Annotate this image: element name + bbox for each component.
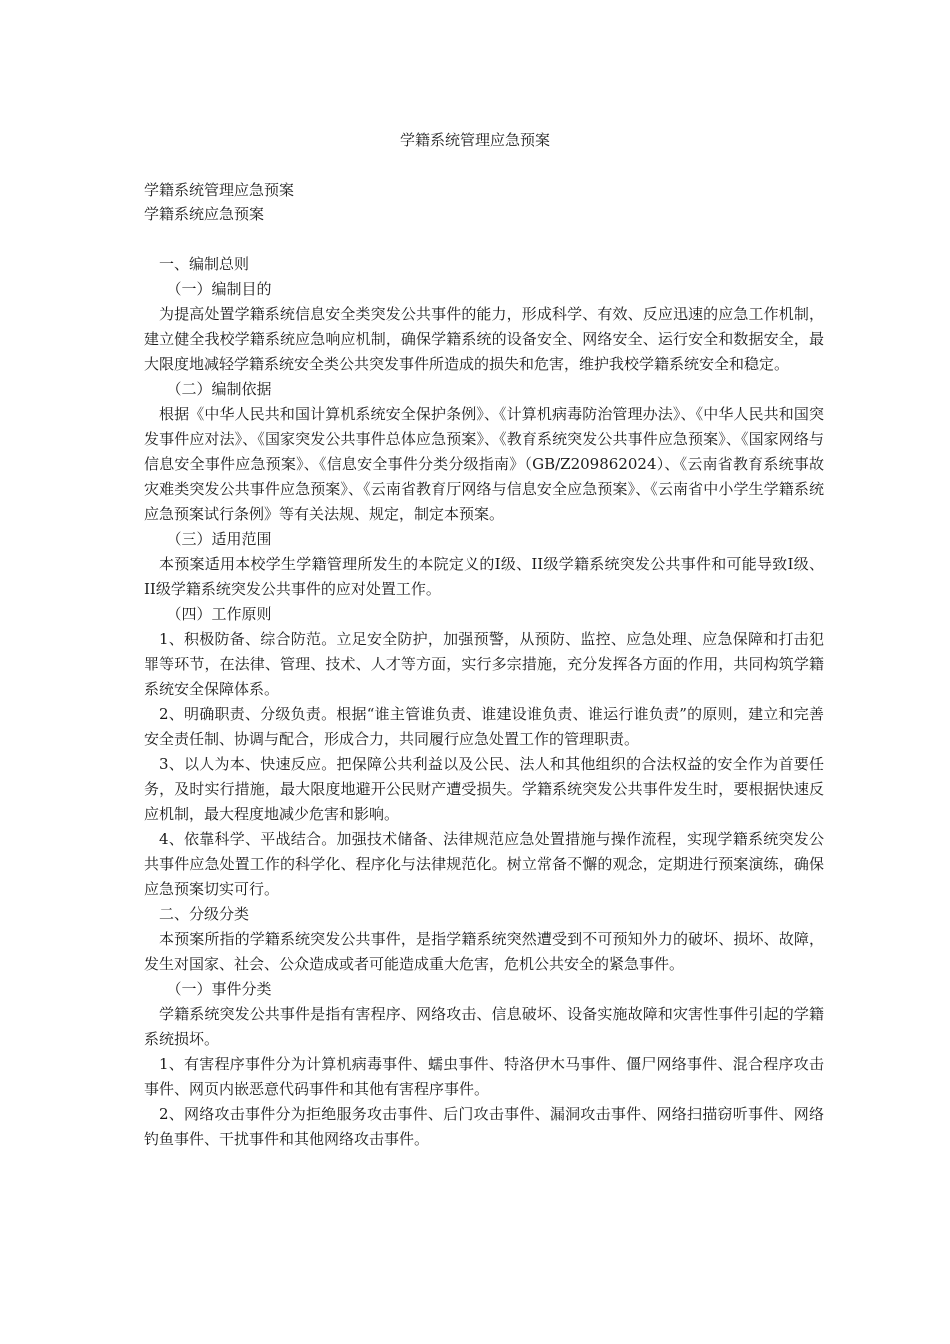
body-paragraph: 本预案所指的学籍系统突发公共事件，是指学籍系统突然遭受到不可预知外力的破坏、损坏、故障，发生对国家、社会、公众造成或者可能造成重大危害，危机公共安全的紧急事件。	[144, 930, 824, 973]
body-paragraph: 4、依靠科学、平战结合。加强技术储备、法律规范应急处置措施与操作流程，实现学籍系统突发公共事件应急处置工作的科学化、程序化与法律规范化。树立常备不懈的观念，定期进行预案演练，确保应急预案切实可行。	[144, 830, 824, 898]
body-paragraph: 2、网络攻击事件分为拒绝服务攻击事件、后门攻击事件、漏洞攻击事件、网络扫描窃听事件、网络钓鱼事件、干扰事件和其他网络攻击事件。	[144, 1105, 824, 1148]
body-paragraph: 本预案适用本校学生学籍管理所发生的本院定义的I级、II级学籍系统突发公共事件和可能导致I级、II级学籍系统突发公共事件的应对处置工作。	[144, 555, 824, 598]
document-body	[144, 252, 824, 1152]
section-heading: 一、编制总则	[159, 255, 250, 273]
body-paragraph: 为提高处置学籍系统信息安全类突发公共事件的能力，形成科学、有效、反应迅速的应急工作机制，建立健全我校学籍系统应急响应机制，确保学籍系统的设备安全、网络安全、运行安全和数据安全，最大限度地减轻学籍系统安全类公共突发事件所造成的损失和危害，维护我校学籍系统安全和稳定。	[144, 305, 824, 373]
subsection-heading: （三）适用范围	[166, 530, 272, 548]
document-title: 学籍系统管理应急预案	[399, 131, 550, 149]
subtitle-line: 学籍系统应急预案	[144, 205, 265, 223]
body-paragraph: 2、明确职责、分级负责。根据“谁主管谁负责、谁建设谁负责、谁运行谁负责”的原则，建立和完善安全责任制、协调与配合，形成合力，共同履行应急处置工作的管理职责。	[144, 705, 824, 748]
subsection-heading: （四）工作原则	[166, 605, 272, 623]
body-paragraph: 3、以人为本、快速反应。把保障公共利益以及公民、法人和其他组织的合法权益的安全作为首要任务，及时实行措施，最大限度地避开公民财产遭受损失。学籍系统突发公共事件发生时，要根据快速反应机制，最大程度地减少危害和影响。	[144, 755, 824, 823]
subsection-heading: （二）编制依据	[166, 380, 272, 398]
body-paragraph: 根据《中华人民共和国计算机系统安全保护条例》、《计算机病毒防治管理办法》、《中华人民共和国突发事件应对法》、《国家突发公共事件总体应急预案》、《教育系统突发公共事件应急预案》、《国家网络与信息安全事件应急预案》、《信息安全事件分类分级指南》（GB/Z209862024）、《云南省教育系统事故灾难类突发公共事件应急预案》、《云南省教育厅网络与信息安全应急预案》、《云南省中小学生学籍系统应急预案试行条例》等有关法规、规定，制定本预案。	[144, 405, 824, 523]
body-paragraph: 1、有害程序事件分为计算机病毒事件、蠕虫事件、特洛伊木马事件、僵尸网络事件、混合程序攻击事件、网页内嵌恶意代码事件和其他有害程序事件。	[144, 1055, 824, 1098]
body-paragraph: 学籍系统突发公共事件是指有害程序、网络攻击、信息破坏、设备实施故障和灾害性事件引起的学籍系统损坏。	[144, 1005, 824, 1048]
body-paragraph: 1、积极防备、综合防范。立足安全防护，加强预警，从预防、监控、应急处理、应急保障和打击犯罪等环节，在法律、管理、技术、人才等方面，实行多宗措施，充分发挥各方面的作用，共同构筑学籍系统安全保障体系。	[144, 630, 824, 698]
subsection-heading: （一）编制目的	[166, 280, 272, 298]
subsection-heading: （一）事件分类	[166, 980, 272, 998]
document-subtitles	[144, 178, 824, 226]
subtitle-line: 学籍系统管理应急预案	[144, 181, 295, 199]
section-heading: 二、分级分类	[159, 905, 250, 923]
